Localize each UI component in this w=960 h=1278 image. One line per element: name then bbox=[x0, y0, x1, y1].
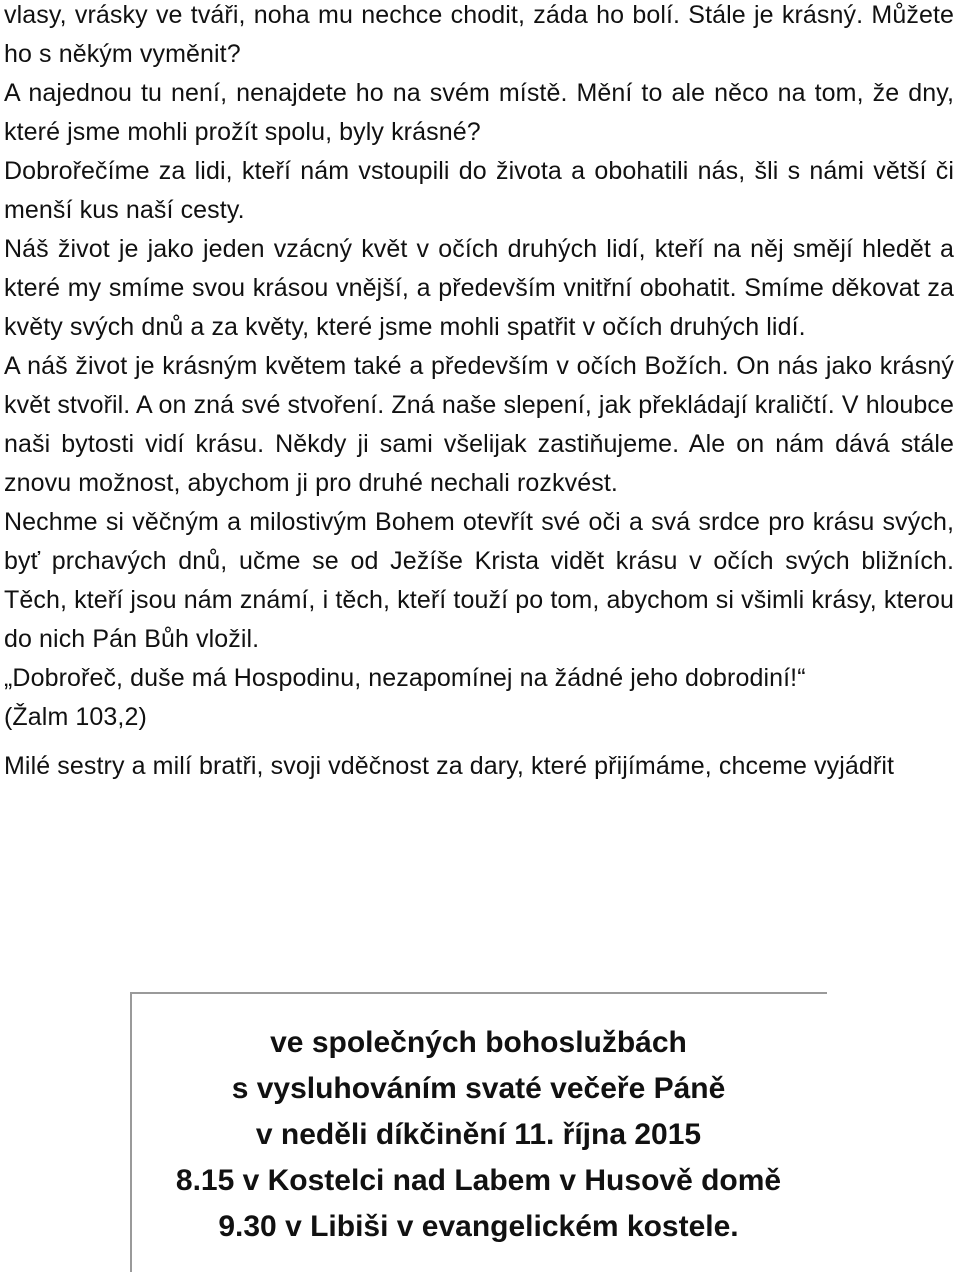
quote-reference: (Žalm 103,2) bbox=[4, 703, 147, 731]
announcement-line-3: v neděli díkčinění 11. října 2015 bbox=[255, 1118, 702, 1151]
paragraph-2: A najednou tu není, nenajdete ho na svém místě. Mění to ale něco na tom, že dny, které jsme mohli prožít spolu, byly krásné? bbox=[4, 79, 954, 146]
psalm-quote bbox=[4, 659, 954, 737]
document-page bbox=[4, 0, 954, 786]
announcement-line-2: s vysluhováním svaté večeře Páně bbox=[231, 1072, 726, 1105]
paragraph-4: Náš život je jako jeden vzácný květ v očích druhých lidí, kteří na něj smějí hledět a které my smíme svou krásou vnější, a především vnitřní obohatit. Smíme děkovat za květy svých dnů a za květy, které jsme mohli spatřit v očích druhých lidí. bbox=[4, 235, 954, 341]
announcement-line-5: 9.30 v Libiši v evangelickém kostele. bbox=[218, 1210, 739, 1243]
paragraph-6: Nechme si věčným a milostivým Bohem otevřít své oči a svá srdce pro krásu svých, byť prchavých dnů, učme se od Ježíše Krista vidět krásu v očích svých bližních. Těch, kteří jsou nám známí, i těch, kteří touží po tom, abychom si všimli krásy, kterou do nich Pán Bůh vložil. bbox=[4, 508, 954, 653]
announcement-line-4: 8.15 v Kostelci nad Labem v Husově domě bbox=[175, 1164, 782, 1197]
paragraph-5: A náš život je krásným květem také a především v očích Božích. On nás jako krásný květ stvořil. A on zná své stvoření. Zná naše slepení, jak překládají kraličtí. V hloubce naši bytosti vidí krásu. Někdy ji sami všelijak zastiňujeme. Ale on nám dává stále znovu možnost, abychom ji pro druhé nechali rozkvést. bbox=[4, 352, 954, 497]
spacer bbox=[4, 737, 954, 747]
announcement-line-1: ve společných bohoslužbách bbox=[270, 1026, 687, 1059]
service-announcement-box bbox=[130, 992, 827, 1272]
paragraph-3: Dobrořečíme za lidi, kteří nám vstoupili do života a obohatili nás, šli s námi větší či menší kus naší cesty. bbox=[4, 157, 954, 224]
announcement-lines bbox=[130, 1020, 827, 1250]
quote-text: „Dobrořeč, duše má Hospodinu, nezapomínej na žádné jeho dobrodiní!“ bbox=[4, 664, 806, 692]
invitation-intro: Milé sestry a milí bratři, svoji vděčnost za dary, které přijímáme, chceme vyjádřit bbox=[4, 752, 895, 780]
paragraph-1: vlasy, vrásky ve tváři, noha mu nechce chodit, záda ho bolí. Stále je krásný. Můžete ho s někým vyměnit? bbox=[4, 1, 954, 68]
